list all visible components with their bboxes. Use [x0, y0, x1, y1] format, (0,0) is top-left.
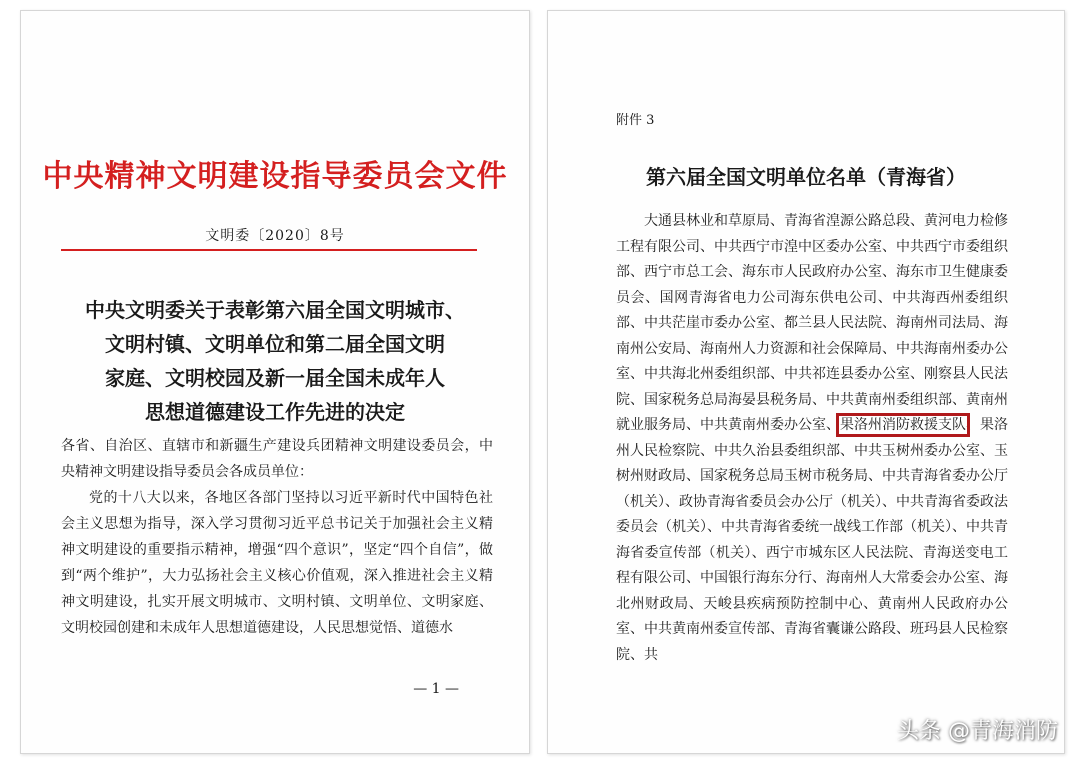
- unit-list-before: 大通县林业和草原局、青海省湟源公路总段、黄河电力检修工程有限公司、中共西宁市湟中区委办公室、中共西宁市委组织部、西宁市总工会、海东市人民政府办公室、海东市卫生健康委员会、国网青海省电力公司海东供电公司、中共海西州委组织部、中共茫崖市委办公室、都兰县人民法院、海南州司法局、海南州公安局、海南州人力资源和社会保障局、中共海南州委办公室、中共海北州委组织部、中共祁连县委办公室、刚察县人民法院、国家税务总局海晏县税务局、中共黄南州委组织部、黄南州就业服务局、中共黄南州委办公室、: [616, 213, 1008, 433]
- unit-list: [616, 209, 1008, 668]
- title-line: 思想道德建设工作先进的决定: [145, 400, 405, 424]
- attachment-label: 附件 3: [616, 113, 655, 128]
- page-number: — 1 —: [413, 681, 459, 697]
- document-page-right: [547, 10, 1065, 754]
- red-divider: [61, 249, 477, 251]
- title-line: 家庭、文明校园及新一届全国未成年人: [105, 366, 445, 390]
- unit-list-after: 、果洛州人民检察院、中共久治县委组织部、中共玉树州委办公室、玉树州财政局、国家税务总局玉树市税务局、中共青海省委办公厅（机关）、政协青海省委员会办公厅（机关）、中共青海省委政法委员会（机关）、中共青海省委统一战线工作部（机关）、中共青海省委宣传部（机关）、西宁市城东区人民法院、青海送变电工程有限公司、中国银行海东分行、海南州人大常委会办公室、海北州财政局、天峻县疾病预防控制中心、黄南州人民政府办公室、中共黄南州委宣传部、青海省囊谦公路段、班玛县人民检察院、共: [616, 417, 1008, 663]
- title-line: 文明村镇、文明单位和第二届全国文明: [105, 332, 445, 356]
- list-title: 第六届全国文明单位名单（青海省）: [646, 165, 966, 189]
- document-number: 文明委〔2020〕8号: [205, 228, 345, 244]
- document-header: 中央精神文明建设指导委员会文件: [42, 159, 508, 194]
- watermark: 头条 @青海消防: [897, 719, 1058, 744]
- body-paragraph: 党的十八大以来，各地区各部门坚持以习近平新时代中国特色社会主义思想为指导，深入学习贯彻习近平总书记关于加强社会主义精神文明建设的重要指示精神，增强“四个意识”，坚定“四个自信”，做到“两个维护”，大力弘扬社会主义核心价值观，深入推进社会主义精神文明建设，扎实开展文明城市、文明村镇、文明单位、文明家庭、文明校园创建和未成年人思想道德建设，人民思想觉悟、道德水: [61, 490, 493, 636]
- title-line: 中央文明委关于表彰第六届全国文明城市、: [85, 298, 465, 322]
- highlighted-unit: 果洛州消防救援支队: [840, 417, 966, 433]
- document-page-left: [20, 10, 530, 754]
- document-body: [61, 433, 493, 641]
- salutation: 各省、自治区、直辖市和新疆生产建设兵团精神文明建设委员会，中央精神文明建设指导委员会各成员单位：: [61, 438, 493, 480]
- decision-title: [51, 293, 499, 429]
